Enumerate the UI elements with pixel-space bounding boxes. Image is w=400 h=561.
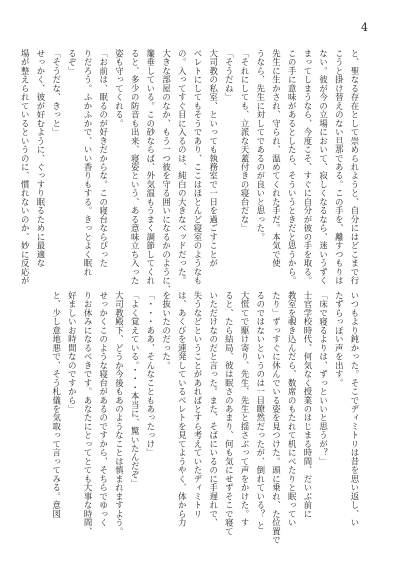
text-line: と、少し意地悪で、そう札儀を気取って言ってみる。意図 bbox=[51, 291, 62, 519]
text-line: 「床で寝るよりは、ずっといいと思うが？」 bbox=[318, 291, 329, 466]
text-line: せっかくこのような寝台があるのですから、そちらでゆっく bbox=[98, 291, 109, 527]
text-line: ベレトにしてもそうであり、ここはほとんど寝室のようなも bbox=[192, 49, 203, 285]
text-line: 姿も守ってくれる。 bbox=[114, 49, 125, 128]
text-line: ると、多少の防音も出来、寝姿という、ある意味立ち入った bbox=[130, 49, 141, 285]
text-line: こうと掛け替えのない旦那である。この手を、離すつもりは bbox=[334, 49, 345, 285]
lower-text-block bbox=[36, 291, 362, 545]
text-line: うなら、先生に対してであるのが良いと思った。 bbox=[255, 49, 266, 242]
text-line: 簾垂している。この砂ならば、外気温もうまく調節してくれ bbox=[145, 49, 156, 285]
text-line: 大慌てで駆け寄り、先生、先生と揺さぶって声をかけた。す bbox=[240, 291, 251, 527]
text-line: 好ましいお時間なのですから」 bbox=[67, 291, 78, 414]
text-line: いつもより鈍かった。そこでディミトリは昔を思い返し、い bbox=[350, 291, 360, 527]
text-line: 先生に生かされ、守られ、温めてくれた手だ。本気で使 bbox=[271, 49, 282, 268]
text-line: 「それにしても、立派な天蓋付きの寝台だな」 bbox=[240, 49, 251, 233]
text-line: 大司教殿下、どうか今後もあのようなことは慎まれますよう。 bbox=[114, 291, 125, 536]
text-line: 場が整えられているというのに、慣れないのか、妙に反応が bbox=[20, 49, 31, 285]
page-number: 4 bbox=[361, 21, 368, 34]
text-line: と、聖なる存在として崇められようと、自分にはどこまで行 bbox=[350, 49, 360, 285]
text-line: 「・・・ああ、そんなこともあったっけ」 bbox=[145, 291, 156, 458]
text-line: 「お前は、眠るのが好きだからな。この寝台ならぴった bbox=[98, 49, 109, 268]
text-line: ない。彼が今の立場において、寂しくなるなら、迷いうずく bbox=[318, 49, 329, 285]
text-line: 教室を覗き込んだら、数席のもたれて机にべたりと眠ってい bbox=[287, 291, 298, 527]
text-line: の。入ってすぐ目に入るのは、純白の大きなベッドだった。 bbox=[177, 49, 188, 285]
text-line: たり」ずっすぐに休んでいる姿を見つけた。頭に乗れ、た位置で bbox=[271, 291, 282, 545]
text-line: を抜いたのだった。 bbox=[161, 291, 172, 370]
text-line: 「そうだね」 bbox=[224, 49, 235, 102]
text-line: 士官学校時代、何気なく授業のはじまる時間、だいぶ前に bbox=[302, 291, 313, 519]
text-line: まってしまうなら、今度こそ、すぐに自分が彼の手を取る。 bbox=[302, 49, 313, 285]
text-line: たずらっぽい声を出す。 bbox=[334, 291, 345, 388]
text-line: 大きな部屋のなか、もう一つ彼を守る囲いになるかのように、 bbox=[161, 49, 172, 294]
text-line: ると、たら結局、彼は眠さのあまり、何も気にせずそこで寝て bbox=[224, 291, 235, 536]
text-line: るのではないというのは一目瞭然だったが、倒れている？ と bbox=[255, 291, 266, 530]
text-line: この手に意味があるとしたら、そういうときだと思うから。 bbox=[287, 49, 298, 285]
upper-text-block bbox=[20, 49, 362, 294]
text-line: いただけなのだと言った。また、そばにいるのに手遅れで、 bbox=[208, 291, 219, 527]
text-line: りだろう。ふかふかで、いい香りもする。きっとよく眠れ bbox=[83, 49, 94, 277]
text-line: るぞ」 bbox=[67, 49, 78, 76]
text-line: せっかく、彼が好むように、ぐっすり眠るために最適な bbox=[35, 49, 46, 268]
text-line: 大司教の私室、といっても執務室で一日を過ごすことが bbox=[208, 49, 219, 268]
text-line: 「よく覚えている。・・・本当に、驚いたんだぞ」 bbox=[130, 291, 141, 488]
text-line: 「そうだな、きっと」 bbox=[51, 49, 62, 137]
text-line: りお休みになるべきです。あなたにとってとても大事な時間、 bbox=[83, 291, 94, 536]
text-line: は、あくびを連発しているベレトを見てようやく、体から力 bbox=[177, 291, 188, 527]
text-line: 失うなどということがあればとすら考えていたディミトリ bbox=[192, 291, 203, 519]
